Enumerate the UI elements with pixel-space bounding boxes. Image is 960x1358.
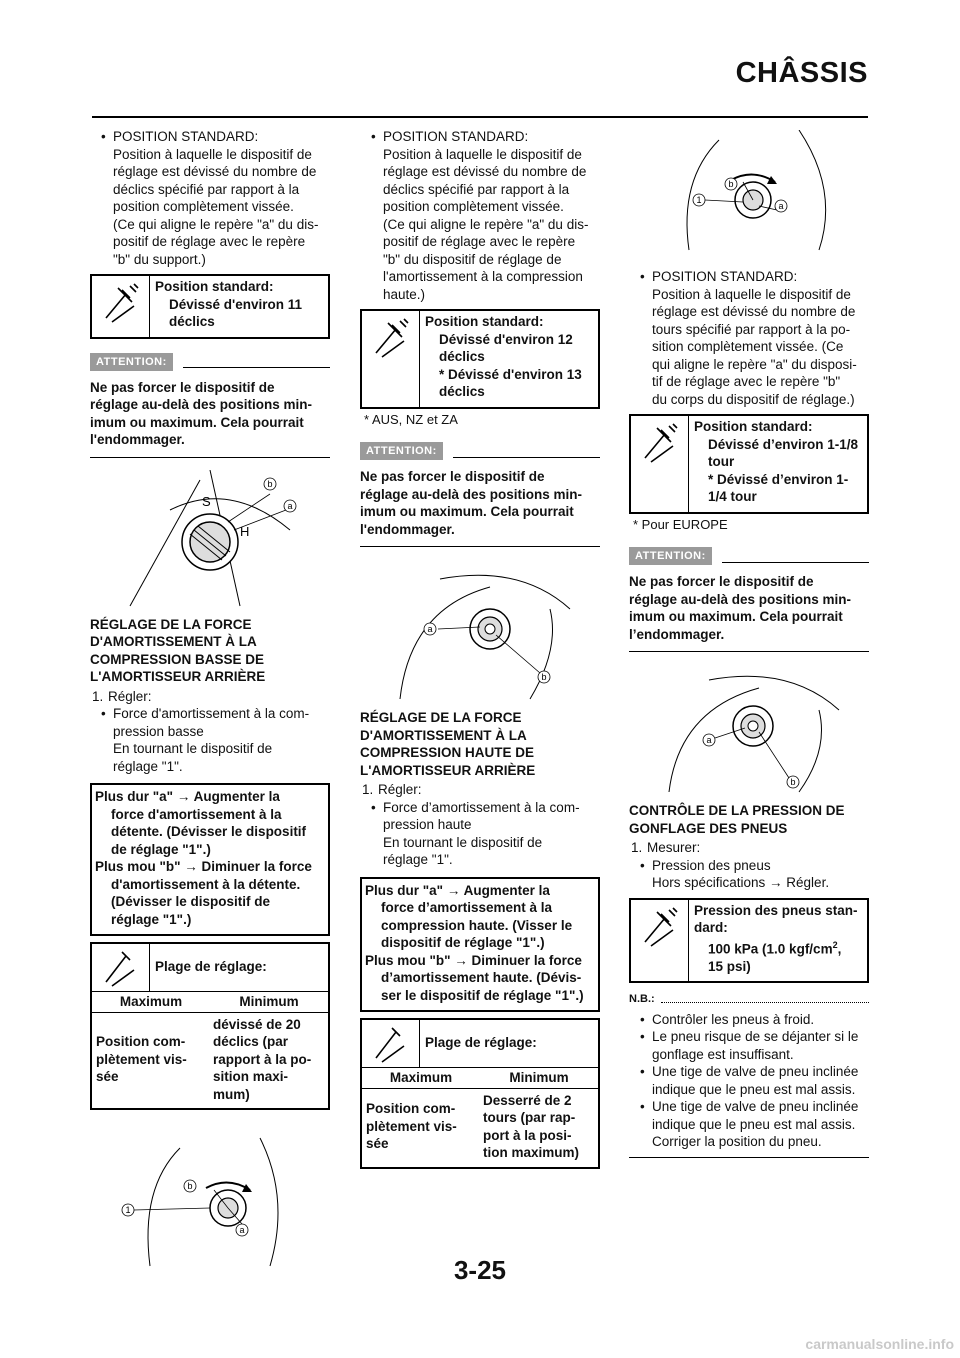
- step-bullet: [629, 857, 869, 892]
- step-1: [629, 839, 869, 857]
- heading-line: D'AMORTISSEMENT À LA: [360, 727, 527, 743]
- step-1: [90, 688, 330, 706]
- step-label: Régler:: [108, 688, 152, 704]
- text-line: l'amortissement à la compression: [383, 269, 583, 284]
- wrench-spec-icon: [92, 944, 150, 991]
- label-b: b: [187, 1181, 193, 1191]
- text-line: plètement vis-: [366, 1118, 457, 1134]
- attention-text: l'endommager.: [90, 432, 185, 447]
- label-b: b: [790, 777, 796, 787]
- range-title: Plage de réglage:: [425, 1035, 537, 1050]
- text-line: du corps du dispositif de réglage.): [652, 391, 855, 407]
- text-line: Position com-: [366, 1101, 456, 1117]
- spec-footnote: * Pour EUROPE: [633, 516, 728, 532]
- attention-text: l’endommager.: [629, 626, 725, 642]
- bullet-label: POSITION STANDARD:: [652, 269, 798, 284]
- label-a: a: [239, 1225, 245, 1235]
- page-number: 3-25: [453, 1255, 507, 1285]
- spec-title: Position standard:: [694, 419, 813, 434]
- attention-text: Ne pas forcer le dispositif de: [90, 379, 275, 395]
- text-line: (Dévisser le dispositif de: [111, 894, 271, 909]
- spec-box: [360, 309, 600, 409]
- text-line: "b" du support.): [113, 251, 206, 267]
- text-line: dispositif de réglage "1".): [381, 935, 545, 950]
- range-max-value: [362, 1089, 481, 1167]
- text-line: sition maxi-: [213, 1069, 289, 1084]
- label-s: S: [202, 493, 211, 509]
- text-line: déclics spécifié par rapport à la: [113, 181, 300, 197]
- condition-box: [360, 877, 600, 1013]
- step-label: Mesurer:: [647, 840, 701, 855]
- spec-value: * Dévissé d'environ 13: [439, 366, 582, 382]
- nb-label: N.B.:: [629, 993, 655, 1005]
- text-line: port à la posi-: [483, 1127, 572, 1143]
- text-line: haute.): [383, 286, 426, 302]
- heading-line: GONFLAGE DES PNEUS: [629, 820, 788, 836]
- label-a: a: [778, 201, 784, 211]
- range-min-header: Minimum: [239, 994, 299, 1009]
- text-line: tif de réglage avec le repère "b": [652, 374, 841, 389]
- range-title: Plage de réglage:: [155, 959, 267, 974]
- step-label: Régler:: [378, 782, 422, 797]
- step-1: [360, 781, 600, 799]
- spec-value: tour: [708, 454, 735, 469]
- spec-title: dard:: [694, 920, 728, 935]
- label-h: H: [240, 523, 250, 539]
- note-item: [629, 1063, 869, 1098]
- text-line: position complètement vissée.: [383, 199, 564, 214]
- text-line: déclics (par: [213, 1034, 289, 1049]
- step-bullet: [90, 705, 330, 775]
- section-heading: [360, 709, 600, 779]
- step-number: 1.: [92, 688, 104, 704]
- text-line: Contrôler les pneus à froid.: [652, 1011, 815, 1027]
- text-line: réglage est dévissé du nombre de: [383, 164, 587, 179]
- spec-value: déclics: [439, 349, 485, 364]
- text-line: ser le dispositif de réglage "1".): [381, 987, 584, 1003]
- watermark: carmanualsonline.info: [805, 1336, 954, 1352]
- attention-block: [360, 442, 600, 547]
- attention-text: l'endommager.: [360, 521, 455, 537]
- note-item: [629, 1011, 869, 1029]
- text-line: compression haute. (Visser le: [381, 917, 573, 933]
- text-line: Position à laquelle le dispositif de: [383, 146, 582, 162]
- text-line: En tournant le dispositif de: [113, 741, 273, 756]
- text-line: force d’amortissement à la: [381, 900, 553, 915]
- attention-block: [629, 547, 869, 652]
- text-line: sition complètement vissée. (Ce: [652, 339, 844, 354]
- spec-value: * Dévissé d’environ 1-: [708, 471, 849, 487]
- note-list: [629, 1011, 869, 1151]
- tire-pressure-value: 100 kPa (1.0 kgf/cm: [708, 941, 833, 956]
- range-max-header: Maximum: [389, 1070, 453, 1085]
- text-line: d'amortissement à la détente.: [111, 876, 301, 892]
- tire-pressure-spec-box: [629, 898, 869, 984]
- range-max-value: [92, 1013, 211, 1109]
- text-line: gonflage est insuffisant.: [652, 1046, 794, 1062]
- attention-text: imum ou maximum. Cela pourrait: [90, 414, 304, 430]
- spec-title: Position standard:: [155, 279, 274, 294]
- page-title: CHÂSSIS: [735, 57, 868, 89]
- text-line: Plus mou "b" → Diminuer la force: [365, 952, 582, 968]
- note-label: [629, 991, 869, 1009]
- spec-box: [629, 414, 869, 514]
- standard-position-bullet: [90, 128, 330, 268]
- label-b: b: [267, 478, 273, 489]
- heading-line: D'AMORTISSEMENT À LA: [90, 634, 257, 649]
- bullet-label: POSITION STANDARD:: [383, 129, 529, 144]
- heading-line: RÉGLAGE DE LA FORCE: [90, 616, 252, 632]
- spec-title: Pression des pneus stan-: [694, 902, 858, 918]
- text-line: Desserré de 2: [483, 1092, 572, 1108]
- condition-box: [90, 783, 330, 936]
- label-1: 1: [696, 195, 702, 205]
- text-line: (Ce qui aligne le repère "a" du dis-: [383, 216, 589, 232]
- spec-value: déclics: [169, 314, 215, 329]
- range-min-value: [211, 1013, 328, 1109]
- text-line: Plus dur "a" → Augmenter la: [95, 789, 280, 804]
- range-table: [90, 942, 330, 1110]
- adjuster-illustration: [380, 569, 580, 701]
- range-max-header: Maximum: [119, 994, 183, 1009]
- standard-position-bullet: [360, 128, 600, 303]
- label-a: a: [287, 500, 293, 511]
- adjuster-illustration: [110, 470, 310, 608]
- text-line: Corriger la position du pneu.: [652, 1134, 822, 1149]
- text-line: réglage "1".: [113, 758, 183, 774]
- text-line: Pression des pneus: [652, 857, 771, 873]
- text-line: pression haute: [383, 817, 472, 832]
- label-a: a: [427, 624, 433, 634]
- text-line: mum): [213, 1086, 250, 1102]
- heading-line: RÉGLAGE DE LA FORCE: [360, 710, 522, 725]
- heading-line: COMPRESSION HAUTE DE: [360, 745, 535, 760]
- note-item: [629, 1028, 869, 1063]
- text-line: position complètement vissée.: [113, 199, 294, 214]
- text-line: qui aligne le repère "a" du disposi-: [652, 356, 857, 372]
- text-line: plètement vis-: [96, 1051, 187, 1067]
- range-table: [360, 1018, 600, 1169]
- attention-label: ATTENTION:: [360, 442, 443, 460]
- spec-value: Dévissé d’environ 1-1/8: [708, 436, 859, 452]
- wrench-spec-icon: [362, 1020, 420, 1067]
- text-line: tion maximum): [483, 1145, 580, 1160]
- step-number: 1.: [631, 840, 643, 855]
- text-line: réglage "1".: [383, 852, 453, 867]
- tire-pressure-psi: 15 psi): [708, 958, 751, 974]
- heading-line: L'AMORTISSEUR ARRIÈRE: [90, 669, 266, 684]
- wrench-spec-icon: [631, 416, 689, 512]
- text-line: force d'amortissement à la: [111, 806, 282, 822]
- bullet-label: POSITION STANDARD:: [113, 129, 259, 144]
- spec-footnote: * AUS, NZ et ZA: [364, 411, 458, 427]
- column-3: [629, 130, 869, 1158]
- text-line: positif de réglage avec le repère: [113, 234, 306, 249]
- text-line: réglage "1".): [111, 911, 192, 927]
- text-line: Force d'amortissement à la com-: [113, 706, 310, 721]
- text-line: détente. (Dévisser le dispositif: [111, 824, 307, 839]
- text-line: d’amortissement haute. (Dévis-: [381, 970, 582, 985]
- text-line: positif de réglage avec le repère: [383, 234, 576, 249]
- text-line: Position à laquelle le dispositif de: [113, 146, 312, 162]
- attention-text: réglage au-delà des positions min-: [629, 591, 852, 607]
- column-2: [360, 128, 600, 1169]
- text-line: Une tige de valve de pneu inclinée: [652, 1099, 859, 1114]
- note-item: [629, 1098, 869, 1151]
- text-line: pression basse: [113, 723, 204, 739]
- step-number: 1.: [362, 782, 374, 797]
- label-1: 1: [125, 1205, 131, 1215]
- heading-line: COMPRESSION BASSE DE: [90, 651, 265, 667]
- wrench-spec-icon: [362, 311, 420, 407]
- label-a: a: [706, 735, 712, 745]
- attention-text: Ne pas forcer le dispositif de: [360, 469, 545, 484]
- attention-text: imum ou maximum. Cela pourrait: [360, 504, 574, 519]
- text-line: sée: [366, 1136, 389, 1152]
- range-min-header: Minimum: [509, 1070, 569, 1085]
- text-line: Le pneu risque de se déjanter si le: [652, 1029, 859, 1044]
- attention-block: [90, 353, 330, 458]
- heading-line: L'AMORTISSEUR ARRIÈRE: [360, 762, 536, 778]
- text-line: réglage est dévissé du nombre de: [652, 304, 856, 319]
- text-line: Une tige de valve de pneu inclinée: [652, 1064, 859, 1079]
- text-line: de réglage "1".): [111, 841, 211, 857]
- label-b: b: [728, 179, 734, 189]
- text-line: déclics spécifié par rapport à la: [383, 181, 570, 197]
- tire-pressure-unit-exponent: 2: [832, 939, 838, 950]
- text-line: sée: [96, 1069, 119, 1084]
- text-line: Position com-: [96, 1034, 186, 1049]
- attention-text: Ne pas forcer le dispositif de: [629, 574, 814, 589]
- text-line: "b" du dispositif de réglage de: [383, 251, 562, 267]
- knob-illustration: [649, 130, 849, 252]
- knob-illustration: [110, 1128, 310, 1268]
- header-rule: [92, 116, 868, 118]
- attention-label: ATTENTION:: [629, 547, 712, 565]
- text-line: tours (par rap-: [483, 1110, 576, 1125]
- text-line: Plus dur "a" → Augmenter la: [365, 882, 550, 898]
- text-line: Plus mou "b" → Diminuer la force: [95, 859, 312, 874]
- column-1: [90, 128, 330, 1268]
- text-line: Hors spécifications → Régler.: [652, 875, 830, 890]
- spec-box: [90, 274, 330, 339]
- label-b: b: [541, 672, 547, 682]
- spec-value: déclics: [439, 384, 485, 399]
- wrench-spec-icon: [92, 276, 150, 337]
- spec-value: Dévissé d'environ 12: [439, 331, 573, 347]
- text-line: rapport à la po-: [213, 1051, 312, 1067]
- text-line: réglage est dévissé du nombre de: [113, 164, 317, 179]
- text-line: Force d’amortissement à la com-: [383, 799, 580, 815]
- text-line: indique que le pneu est mal assis.: [652, 1116, 856, 1132]
- attention-text: réglage au-delà des positions min-: [90, 397, 313, 412]
- spec-value: 1/4 tour: [708, 489, 757, 504]
- standard-position-bullet: [629, 268, 869, 408]
- adjuster-illustration: [649, 670, 849, 794]
- text-line: dévissé de 20: [213, 1016, 301, 1032]
- heading-line: CONTRÔLE DE LA PRESSION DE: [629, 803, 845, 818]
- text-line: tours spécifié par rapport à la po-: [652, 321, 851, 337]
- text-line: En tournant le dispositif de: [383, 834, 543, 850]
- range-min-value: [481, 1089, 598, 1167]
- text-line: Position à laquelle le dispositif de: [652, 286, 851, 302]
- spec-title: Position standard:: [425, 314, 544, 329]
- text-line: (Ce qui aligne le repère "a" du dis-: [113, 216, 319, 232]
- text-line: ,: [837, 941, 842, 956]
- section-heading: [90, 616, 330, 686]
- text-line: indique que le pneu est mal assis.: [652, 1081, 856, 1097]
- attention-label: ATTENTION:: [90, 353, 173, 371]
- section-heading: [629, 802, 869, 837]
- step-bullet: [360, 799, 600, 869]
- wrench-spec-icon: [631, 900, 689, 982]
- attention-text: imum ou maximum. Cela pourrait: [629, 609, 843, 624]
- attention-text: réglage au-delà des positions min-: [360, 486, 583, 502]
- spec-value: Dévissé d'environ 11: [169, 296, 303, 312]
